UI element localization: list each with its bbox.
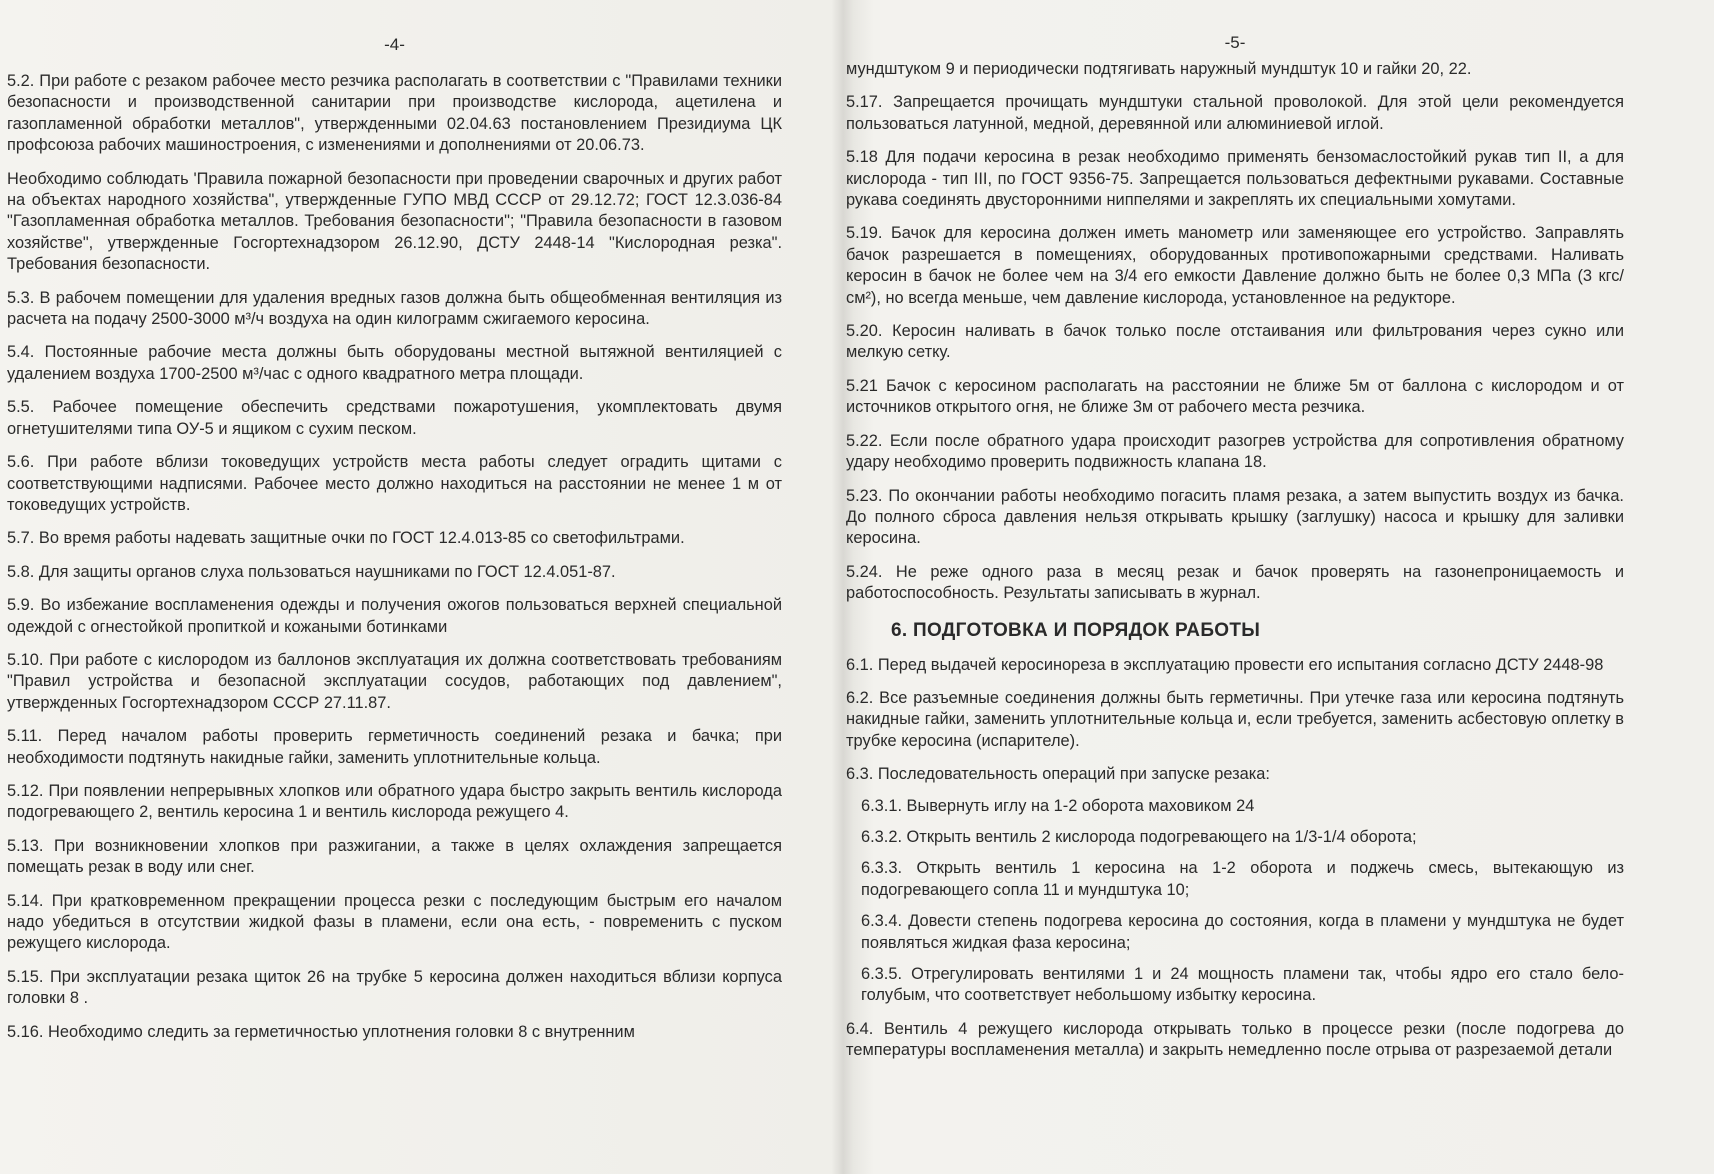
section-heading: 6. ПОДГОТОВКА И ПОРЯДОК РАБОТЫ: [891, 619, 1261, 641]
paragraph: мундштуком 9 и периодически подтягивать наружный мундштук 10 и гайки 20, 22.: [846, 60, 1472, 78]
paragraph: 5.19. Бачок для керосина должен иметь манометр или заменяющее его устройство. Заправлять бачок разрешается в помещениях, оборудованных противопожарными средствами. Наливать керосин в бачок не более чем на 3/4 его емкости Давление должно быть не более 0,3 МПа (3 кгс/см²), но всегда меньше, чем давление кислорода, установленное на редукторе.: [846, 224, 1624, 307]
sub-item: 6.3.4. Довести степень подогрева керосина до состояния, когда в пламени у мундштука не будет появляться жидкая фаза керосина;: [861, 912, 1624, 952]
paragraph: 5.20. Керосин наливать в бачок только после отстаивания или фильтрования через сукно или мелкую сетку.: [846, 322, 1624, 362]
left-page-body: [7, 71, 782, 1043]
right-page-body: [846, 59, 1624, 1062]
paragraph: 5.12. При появлении непрерывных хлопков или обратного удара быстро закрыть вентиль кислорода подогревающего 2, вентиль керосина 1 и вентиль кислорода режущего 4.: [7, 781, 782, 822]
paragraph: 5.4. Постоянные рабочие места должны быть оборудованы местной вытяжной вентиляцией с удалением воздуха 1700-2500 м³/час с одного квадратного метра площади.: [7, 343, 782, 383]
paragraph: 5.21 Бачок с керосином располагать на расстоянии не ближе 5м от баллона с кислородом и от источников открытого огня, не ближе 3м от рабочего места резчика.: [846, 376, 1624, 417]
sub-item: 6.3.3. Открыть вентиль 1 керосина на 1-2 оборота и поджечь смесь, вытекающую из подогревающего сопла 11 и мундштука 10;: [861, 859, 1624, 899]
sub-item: 6.3.1. Вывернуть иглу на 1-2 оборота маховиком 24: [861, 796, 1255, 815]
paragraph: 5.23. По окончании работы необходимо погасить пламя резака, а затем выпустить воздух из бачка. До полного сброса давления нельзя открывать крышку (заглушку) насоса и крышку для заливки керосина.: [846, 486, 1624, 548]
paragraph: 6.3. Последовательность операций при запуске резака:: [846, 765, 1270, 784]
paragraph: 5.11. Перед началом работы проверить герметичность соединений резака и бачка; при необходимости подтянуть накидные гайки, заменить уплотнительные кольца.: [7, 727, 782, 767]
paragraph: 5.5. Рабочее помещение обеспечить средствами пожаротушения, укомплектовать двумя огнетушителями типа ОУ-5 и ящиком с сухим песком.: [7, 398, 782, 438]
paragraph: 5.9. Во избежание воспламенения одежды и получения ожогов пользоваться верхней специальной одеждой с огнестойкой пропиткой и кожаными ботинками: [7, 596, 782, 636]
sub-item: 6.3.2. Открыть вентиль 2 кислорода подогревающего на 1/3-1/4 оборота;: [861, 827, 1417, 846]
paragraph: 5.24. Не реже одного раза в месяц резак и бачок проверять на газонепроницаемость и работоспособность. Результаты записывать в журнал.: [846, 562, 1624, 603]
paragraph: 5.22. Если после обратного удара происходит разогрев устройства для сопротивления обратному удару необходимо проверить подвижность клапана 18.: [846, 431, 1624, 472]
sub-item: 6.3.5. Отрегулировать вентилями 1 и 24 мощность пламени так, чтобы ядро его стало бело-голубым, что соответствует небольшому избытку керосина.: [861, 965, 1624, 1005]
paragraph: 6.2. Все разъемные соединения должны быть герметичны. При утечке газа или керосина подтянуть накидные гайки, заменить уплотнительные кольца и, если требуется, заменить асбестовую оплетку в трубке керосина (испарителе).: [846, 688, 1624, 750]
right-page-number: -5-: [1224, 33, 1246, 52]
left-page-number: -4-: [384, 35, 405, 54]
paragraph: 6.4. Вентиль 4 режущего кислорода открывать только в процессе резки (после подогрева до температуры воспламенения металла) и закрыть немедленно после отрыва от разрезаемой детали: [846, 1019, 1624, 1060]
paragraph: 5.6. При работе вблизи токоведущих устройств места работы следует оградить щитами с соответствующими надписями. Рабочее место должно находиться на расстоянии не менее 1 м от токоведущих устройств.: [7, 453, 782, 514]
paragraph: 6.1. Перед выдачей керосинореза в эксплуатацию провести его испытания согласно ДСТУ 2448-98: [846, 655, 1604, 674]
paragraph: Необходимо соблюдать 'Правила пожарной безопасности при проведении сварочных и других работ на объектах народного хозяйства", утвержденные ГУПО МВД СССР от 29.12.72; ГОСТ 12.3.036-84 "Газопламенная обработка металлов. Требования безопасности"; "Правила безопасности в газовом хозяйстве", утвержденные Госгортехнадзором 26.12.90, ДСТУ 2448-14 "Кислородная резка". Требования безопасности.: [7, 169, 782, 274]
left-page: [0, 0, 832, 1174]
paragraph: 5.2. При работе с резаком рабочее место резчика располагать в соответствии с "Правилами техники безопасности и производственной санитарии при производстве кислорода, ацетилена и газопламенной обработки металлов", утвержденными 02.04.63 постановлением Президиума ЦК профсоюза рабочих машиностроения, с изменениями и дополнениями от 20.06.73.: [7, 72, 782, 155]
paragraph: 5.16. Необходимо следить за герметичностью уплотнения головки 8 с внутренним: [7, 1022, 635, 1041]
paragraph: 5.3. В рабочем помещении для удаления вредных газов должна быть общеобменная вентиляция из расчета на подачу 2500-3000 м³/ч воздуха на один килограмм сжигаемого керосина.: [7, 288, 782, 329]
paragraph: 5.10. При работе с кислородом из баллонов эксплуатация их должна соответствовать требованиям "Правил устройства и безопасной эксплуатации сосудов, работающих под давлением", утвержденных Госгортехнадзором СССР 27.11.87.: [7, 650, 782, 712]
paragraph: 5.13. При возникновении хлопков при разжигании, а также в целях охлаждения запрещается помещать резак в воду или снег.: [7, 836, 782, 877]
paragraph: 5.15. При эксплуатации резака щиток 26 на трубке 5 керосина должен находиться вблизи корпуса головки 8 .: [7, 967, 782, 1008]
paragraph: 5.18 Для подачи керосина в резак необходимо применять бензомаслостойкий рукав тип II, а для кислорода - тип III, по ГОСТ 9356-75. Запрещается пользоваться дефектными рукавами. Составные рукава соединять двусторонними ниппелями и закреплять их специальными хомутами.: [846, 148, 1624, 210]
paragraph: 5.8. Для защиты органов слуха пользоваться наушниками по ГОСТ 12.4.051-87.: [7, 562, 616, 581]
paragraph: 5.14. При кратковременном прекращении процесса резки с последующим быстрым его началом надо убедиться в отсутствии жидкой фазы в пламени, если она есть, - повременить с пуском режущего кислорода.: [7, 891, 782, 953]
paragraph: 5.7. Во время работы надевать защитные очки по ГОСТ 12.4.013-85 со светофильтрами.: [7, 529, 685, 548]
paragraph: 5.17. Запрещается прочищать мундштуки стальной проволокой. Для этой цели рекомендуется пользоваться латунной, медной, деревянной или алюминиевой иглой.: [846, 93, 1624, 133]
right-page: [846, 0, 1714, 1174]
